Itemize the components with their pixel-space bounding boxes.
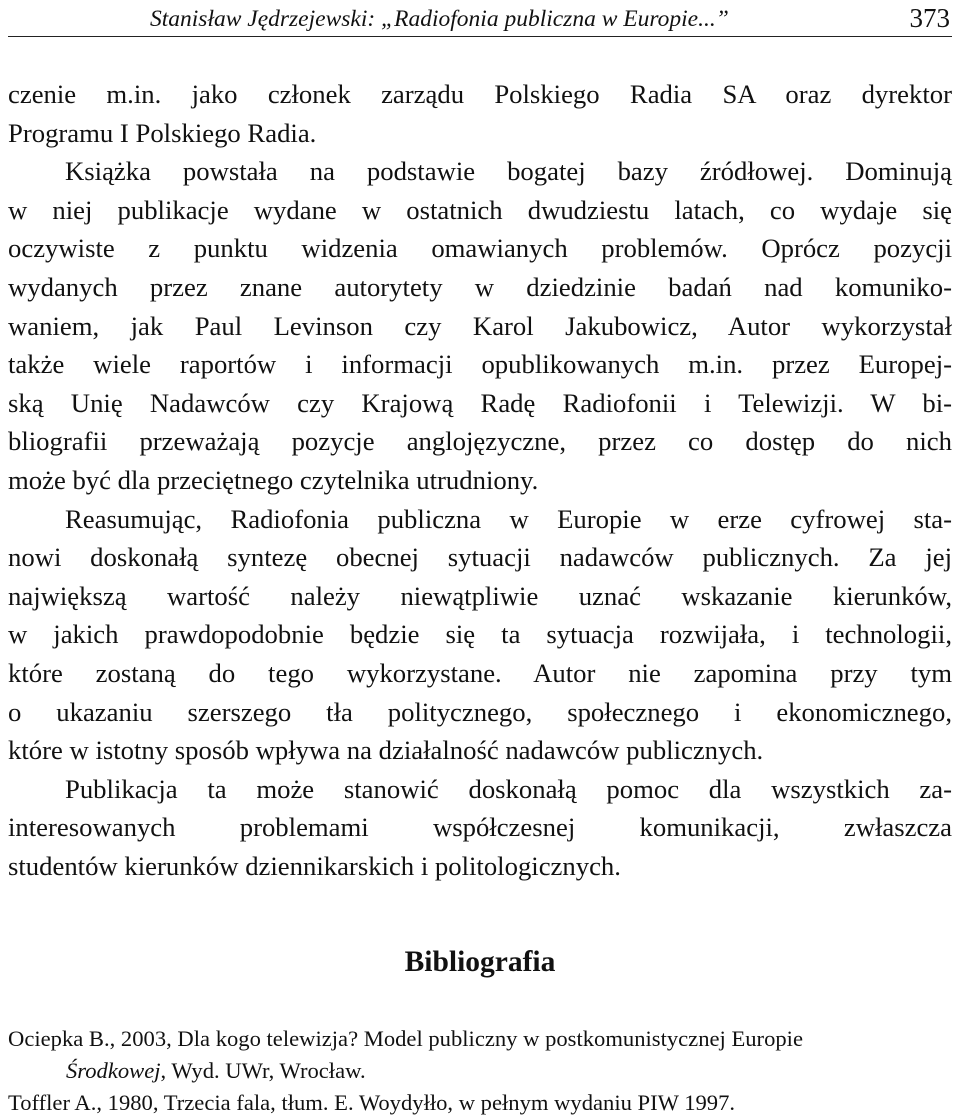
bibliography-entry xyxy=(8,1087,952,1119)
bibliography-heading: Bibliografia xyxy=(404,946,556,978)
text-line: nowi doskonałą syntezę obecnej sytuacji nadawców publicznych. Za jej xyxy=(8,542,952,573)
text-line: wydanych przez znane autorytety w dziedzinie badań nad komuniko- xyxy=(8,271,952,302)
bibliography-entry-line: Ociepka B., 2003, Dla kogo telewizja? Model publiczny w postkomunistycznej Europie xyxy=(8,1026,803,1051)
running-title: Stanisław Jędrzejewski: „Radiofonia publiczna w Europie...” xyxy=(150,6,729,32)
text-line: może być dla przeciętnego czytelnika utrudniony. xyxy=(8,464,539,495)
bibliography-entry xyxy=(8,1023,952,1087)
text-line: studentów kierunków dziennikarskich i politologicznych. xyxy=(8,850,621,881)
text-line: czenie m.in. jako członek zarządu Polskiego Radia SA oraz dyrektor xyxy=(8,79,952,109)
header-rule xyxy=(8,36,952,37)
text-line: które zostaną do tego wykorzystane. Autor nie zapomina przy tym xyxy=(8,657,952,688)
text-line: waniem, jak Paul Levinson czy Karol Jakubowicz, Autor wykorzystał xyxy=(8,310,952,341)
bibliography-entry-italic: Środkowej xyxy=(66,1058,161,1083)
bibliography-list xyxy=(8,1023,952,1119)
text-line: największą wartość należy niewątpliwie uznać wskazanie kierunków, xyxy=(8,580,952,611)
text-line: które w istotny sposób wpływa na działalność nadawców publicznych. xyxy=(8,735,764,766)
text-line: w niej publikacje wydane w ostatnich dwudziestu latach, co wydaje się xyxy=(8,194,952,225)
body-text xyxy=(8,75,952,885)
bibliography-entry-line: Toffler A., 1980, Trzecia fala, tłum. E. Woydyłło, w pełnym wydaniu PIW 1997. xyxy=(8,1090,736,1115)
text-line: także wiele raportów i informacji opublikowanych m.in. przez Europej- xyxy=(8,349,952,380)
bibliography-entry-text: , Wyd. UWr, Wrocław. xyxy=(160,1058,366,1083)
bibliography-entry-line xyxy=(8,1055,952,1087)
running-head xyxy=(8,0,952,36)
text-line: Książka powstała na podstawie bogatej bazy źródłowej. Dominują xyxy=(65,156,952,187)
text-line: Programu I Polskiego Radia. xyxy=(8,117,317,148)
text-line: oczywiste z punktu widzenia omawianych problemów. Oprócz pozycji xyxy=(8,233,952,264)
text-line: bliografii przeważają pozycje anglojęzyczne, przez co dostęp do nich xyxy=(8,426,952,457)
text-line: Reasumując, Radiofonia publiczna w Europie w erze cyfrowej sta- xyxy=(65,503,952,534)
text-line: ską Unię Nadawców czy Krajową Radę Radiofonii i Telewizji. W bi- xyxy=(8,387,952,418)
text-line: interesowanych problemami współczesnej komunikacji, zwłaszcza xyxy=(8,812,952,843)
text-line: Publikacja ta może stanowić doskonałą pomoc dla wszystkich za- xyxy=(65,773,952,804)
page-number: 373 xyxy=(909,3,950,33)
text-line: w jakich prawdopodobnie będzie się ta sytuacja rozwijała, i technologii, xyxy=(8,619,952,650)
text-line: o ukazaniu szerszego tła politycznego, społecznego i ekonomicznego, xyxy=(8,696,952,727)
